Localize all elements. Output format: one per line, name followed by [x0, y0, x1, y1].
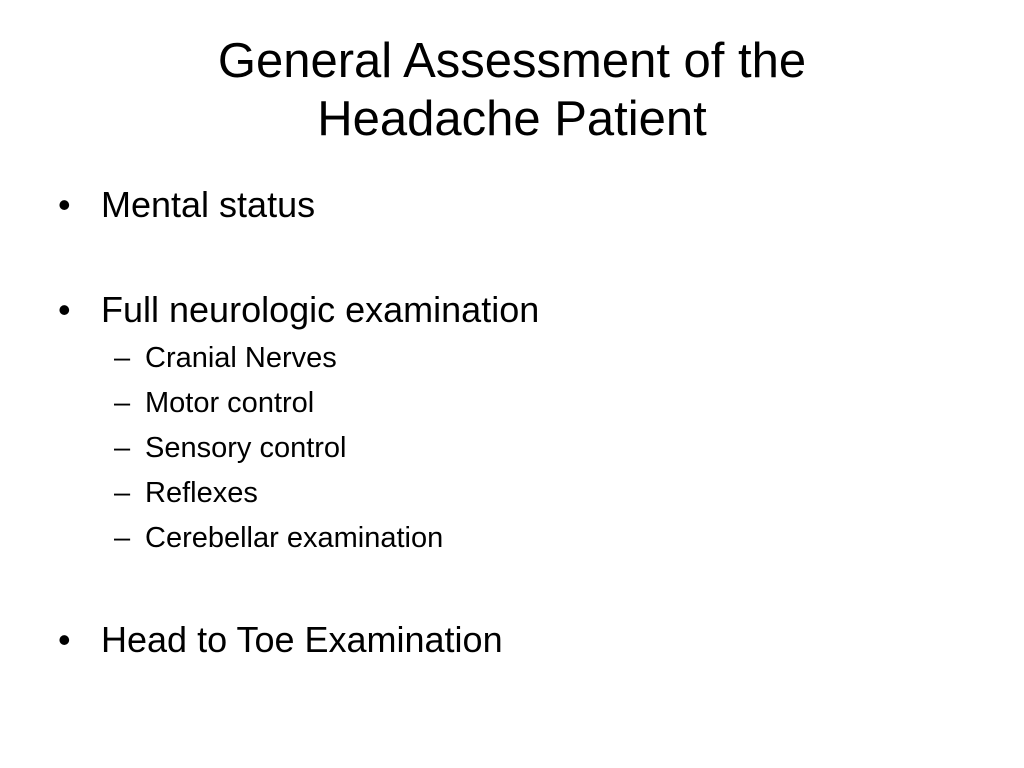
sub-bullet-text: Sensory control	[145, 432, 347, 464]
bullet-text: Full neurologic examination	[101, 289, 540, 330]
sub-bullet-text: Reflexes	[145, 477, 258, 509]
sub-bullet-item-cerebellar-examination	[114, 521, 443, 555]
sub-bullet-item-reflexes	[114, 476, 258, 510]
sub-bullet-marker: –	[114, 387, 131, 419]
slide-title-line: Headache Patient	[317, 92, 707, 146]
sub-bullet-text: Cerebellar examination	[145, 522, 444, 554]
sub-bullet-item-sensory-control	[114, 431, 347, 465]
bullet-item-full-neurologic-examination	[58, 289, 539, 331]
sub-bullet-marker: –	[114, 432, 131, 464]
bullet-marker: •	[58, 184, 71, 225]
bullet-marker: •	[58, 619, 71, 660]
sub-bullet-marker: –	[114, 477, 131, 509]
bullet-marker: •	[58, 289, 71, 330]
bullet-text: Mental status	[101, 184, 316, 225]
sub-bullet-text: Motor control	[145, 387, 315, 419]
sub-bullet-marker: –	[114, 522, 131, 554]
bullet-text: Head to Toe Examination	[101, 619, 503, 660]
bullet-item-head-to-toe-examination	[58, 619, 503, 661]
sub-bullet-marker: –	[114, 342, 131, 374]
slide-title-line: General Assessment of the	[217, 34, 807, 88]
sub-bullet-text: Cranial Nerves	[145, 342, 337, 374]
slide-title	[0, 32, 1024, 148]
sub-bullet-item-motor-control	[114, 386, 314, 420]
bullet-item-mental-status	[58, 184, 315, 226]
sub-bullet-item-cranial-nerves	[114, 341, 337, 375]
